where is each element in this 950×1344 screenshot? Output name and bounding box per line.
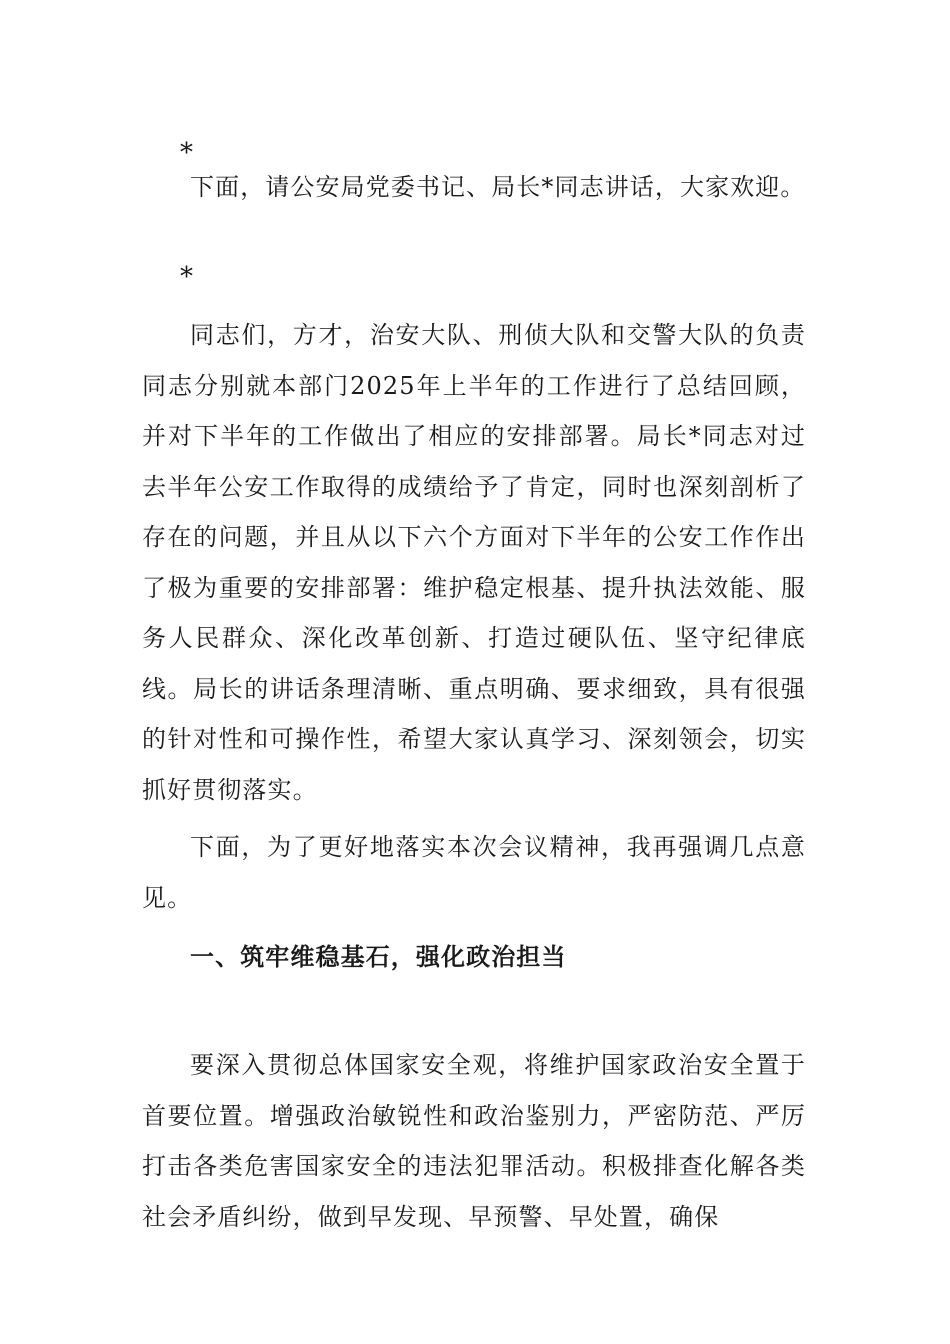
paragraph-body: 要深入贯彻总体国家安全观，将维护国家政治安全置于首要位置。增强政治敏锐性和政治鉴别力，严密防范、严厉打击各类危害国家安全的违法犯罪活动。积极排查化解各类社会矛盾纠纷，做到早发现、早预警、早处置，确保 — [142, 1051, 806, 1231]
section-marker: * — [180, 262, 193, 292]
section-heading: 一、筑牢维稳基石，强化政治担当 — [190, 942, 567, 971]
paragraph-invitation: 下面，请公安局党委书记、局长*同志讲话，大家欢迎。 — [190, 173, 806, 201]
paragraph-transition: 下面，为了更好地落实本次会议精神，我再强调几点意见。 — [142, 833, 806, 912]
section-marker: * — [180, 138, 193, 168]
paragraph-summary: 同志们，方才，治安大队、刑侦大队和交警大队的负责同志分别就本部门2025年上半年的工作进行了总结回顾，并对下半年的工作做出了相应的安排部署。局长*同志对过去半年公安工作取得的成绩给予了肯定，同时也深刻剖析了存在的问题，并且从以下六个方面对下半年的公安工作作出了极为重要的安排部署：维护稳定根基、提升执法效能、服务人民群众、深化改革创新、打造过硬队伍、坚守纪律底线。局长的讲话条理清晰、重点明确、要求细致，具有很强的针对性和可操作性，希望大家认真学习、深刻领会，切实抓好贯彻落实。 — [142, 321, 806, 804]
